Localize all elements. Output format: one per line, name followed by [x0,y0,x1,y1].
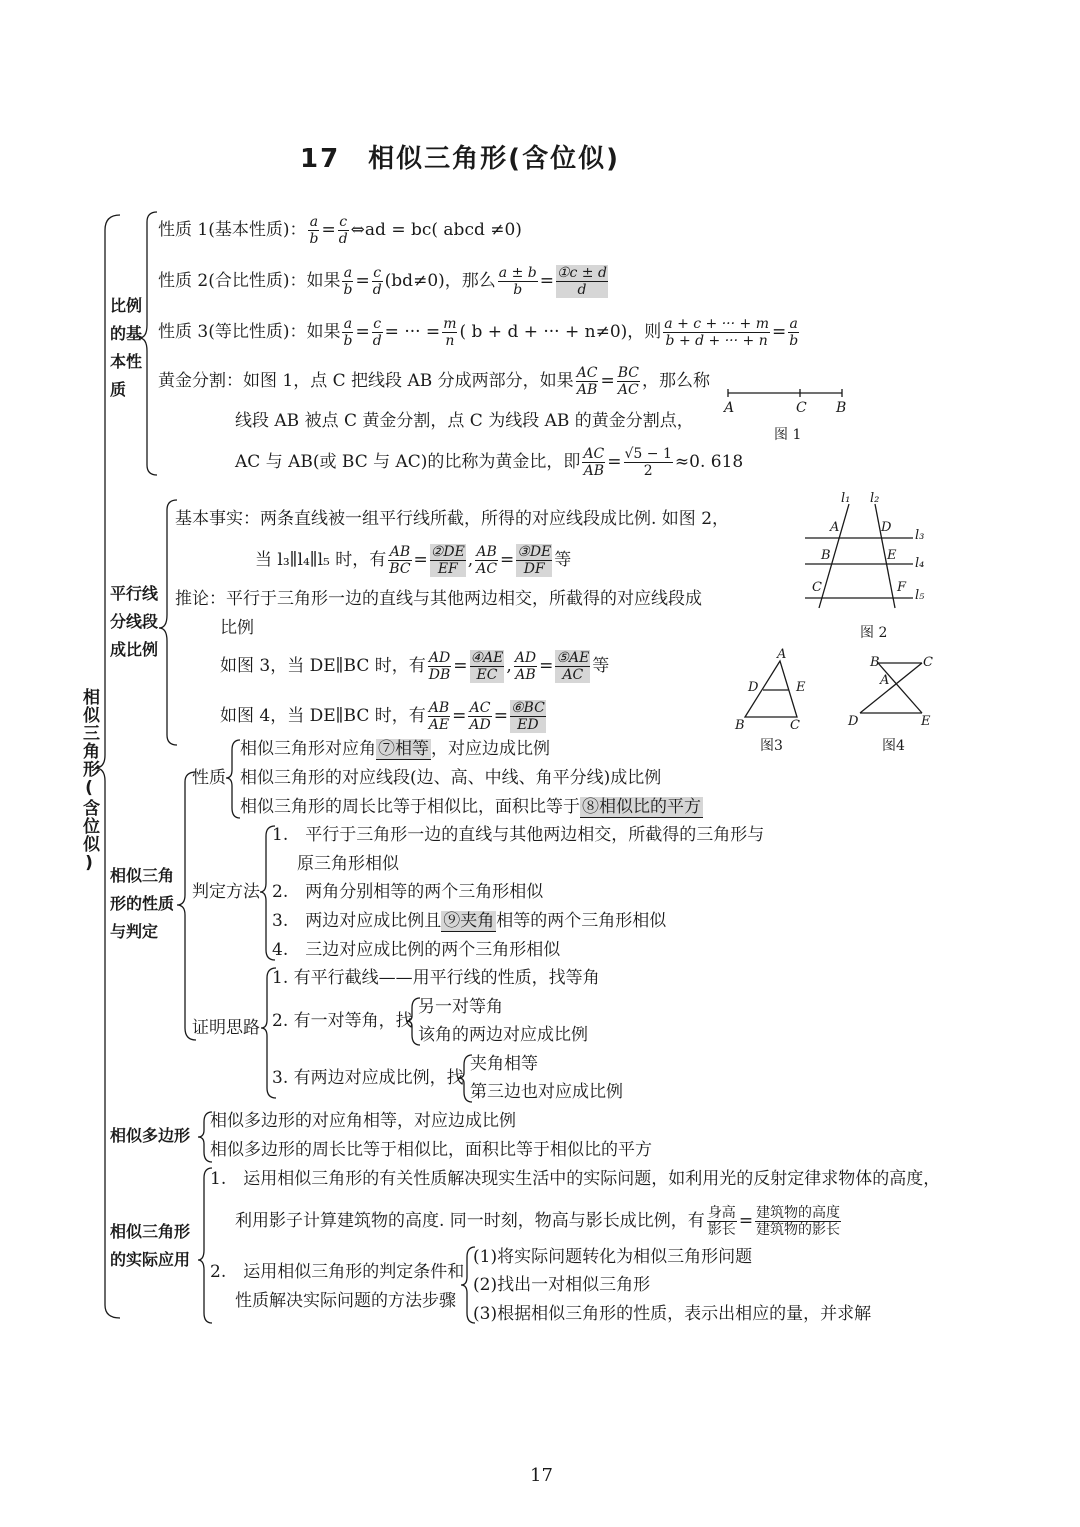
judgement-1b: 原三角形相似 [297,854,399,874]
application-step-3: (3)根据相似三角形的性质，表示出相应的量，并求解 [473,1304,872,1324]
answer-2: $\frac{\text{②DE}}{EF}$ [430,544,465,577]
judgement-label: 判定方法 [192,882,260,902]
fig1-label-A: A [724,400,735,416]
proof-idea-3a: 夹角相等 [470,1054,538,1074]
fig4-C: C [923,655,933,670]
fig2-l4: l₄ [915,556,925,571]
similar-property-1: 相似三角形对应角 ⑦相等 ，对应边成比例 [240,739,550,759]
golden-section-2: 线段 AB 被点 C 黄金分割，点 C 为线段 AB 的黄金分割点， [235,411,694,431]
fig4-B: B [870,655,880,670]
fig2-l3: l₃ [915,528,925,543]
proof-idea-3b: 第三边也对应成比例 [470,1082,623,1102]
fig1-label-C: C [796,400,807,416]
fig3-caption: 图3 [760,738,783,754]
answer-7: ⑦相等 [378,739,429,759]
application-step-1: (1)将实际问题转化为相似三角形问题 [473,1247,753,1267]
section-label-similar-triangles: 相似三角形的性质与判定 [110,866,175,941]
proof-idea-1: 1. 有平行截线——用平行线的性质，找等角 [272,968,600,988]
similar-property-3: 相似三角形的周长比等于相似比，面积比等于 ⑧相似比的平方 [240,797,701,817]
fig2-E: E [887,548,897,563]
answer-6: $\frac{\text{⑥BC}}{ED}$ [511,700,545,733]
fig2-B: B [821,548,831,563]
fig2-l5: l₅ [915,588,925,603]
application-1b: 利用影子计算建筑物的高度. 同一时刻，物高与影长成比例，有 $\frac{\text{身高}}{\text{影长}}$ = $\frac{\text{建筑物的高度}}{\text{建筑物的影长}}$ [235,1205,841,1238]
judgement-2: 2. 两角分别相等的两个三角形相似 [272,882,544,902]
fig4-formula: 如图 4，当 DE∥BC 时，有 $\frac{AB}{AE}$ = $\frac{AC}{AD}$ = $\frac{\text{⑥BC}}{ED}$ [220,700,545,733]
fig3-A: A [777,647,787,662]
answer-8: ⑧相似比的平方 [582,797,701,817]
fig1-caption: 图 1 [774,427,802,443]
fig3-D: D [748,680,759,695]
fig2-l2: l₂ [870,491,880,506]
root-label: 相似三角形(含位似) [79,688,99,874]
section-label-proportion: 比例的基本性质 [110,296,143,399]
application-step-2: (2)找出一对相似三角形 [473,1275,651,1295]
golden-section-3: AC 与 AB(或 BC 与 AC)的比称为黄金比，即 $\frac{AC}{AB}$ = $\frac{√5 - 1}{2}$ ≈0. 618 [235,446,744,479]
polygon-line-1: 相似多边形的对应角相等，对应边成比例 [210,1111,516,1131]
corollary-line-2: 比例 [220,618,254,638]
fig4-caption: 图4 [882,738,905,754]
answer-3: $\frac{\text{③DE}}{DF}$ [517,544,552,577]
fig3-B: B [735,718,745,733]
page-number: 17 [530,1465,553,1486]
golden-section-1: 黄金分割：如图 1，点 C 把线段 AB 分成两部分，如果 $\frac{AC}{AB}$ = $\frac{BC}{AC}$ ，那么称 [158,365,710,398]
property-label: 性质 [192,768,226,788]
polygon-line-2: 相似多边形的周长比等于相似比，面积比等于相似比的平方 [210,1140,652,1160]
application-2a: 2. 运用相似三角形的判定条件和 [210,1262,465,1282]
fig1-label-B: B [836,400,847,416]
fig4-D: D [848,714,859,729]
answer-9: ⑨夹角 [443,911,495,931]
basic-fact: 基本事实：两条直线被一组平行线所截，所得的对应线段成比例. 如图 2， [175,509,730,529]
fig3-C: C [790,718,800,733]
proof-idea-3: 3. 有两边对应成比例，找 [272,1068,464,1088]
fig2-l1: l₁ [841,491,851,506]
figure-2-parallel-lines [795,490,935,620]
fig2-A: A [830,520,840,535]
basic-fact-formula: 当 l₃∥l₄∥l₅ 时，有 $\frac{AB}{BC}$ = $\frac{\text{②DE}}{EF}$ , $\frac{AB}{AC}$ = $\frac{\text{③DE}}{DF}$ 等 [255,544,572,577]
answer-4: $\frac{\text{④AE}}{EC}$ [470,650,504,683]
section-label-parallel: 平行线分线段成比例 [110,584,159,659]
proof-idea-2b: 该角的两边对应成比例 [418,1025,588,1045]
fig2-C: C [812,580,822,595]
application-1a: 1. 运用相似三角形的有关性质解决现实生活中的实际问题，如利用光的反射定律求物体的高度， [210,1169,941,1189]
judgement-3: 3. 两边对应成比例且 ⑨夹角 相等的两个三角形相似 [272,911,667,931]
proof-idea-2a: 另一对等角 [418,997,503,1017]
proof-idea-2: 2. 有一对等角，找 [272,1011,413,1031]
property-2: 性质 2(合比性质)：如果 $\frac{a}{b}$ = $\frac{c}{d}$ (bd≠0)，那么 $\frac{a \pm b}{b}$ = $\frac{\text{①c ± d}}{d}$ [158,265,607,298]
fig3-formula: 如图 3，当 DE∥BC 时，有 $\frac{AD}{DB}$ = $\frac{\text{④AE}}{EC}$ , $\frac{AD}{AB}$ = $\frac{\text{⑤AE}}{AC}$ 等 [220,650,610,683]
fig4-A: A [880,673,890,688]
answer-5: $\frac{\text{⑤AE}}{AC}$ [556,650,590,683]
fig3-E: E [796,680,806,695]
fig2-caption: 图 2 [860,625,888,641]
judgement-1a: 1. 平行于三角形一边的直线与其他两边相交，所截得的三角形与 [272,825,765,845]
fig4-E: E [921,714,931,729]
property-3: 性质 3(等比性质)：如果 $\frac{a}{b}$ = $\frac{c}{d}$ = ··· = $\frac{m}{n}$ ( b + d + ··· + n≠0)，则 $\frac{a + c + \cdot\cdot\cdot + m}{b + d + \cdot\cdot\cdot + n}$ = $\frac{a}{b}$ [158,316,799,349]
application-2b: 性质解决实际问题的方法步骤 [235,1291,456,1311]
section-label-application: 相似三角形的实际应用 [110,1222,191,1269]
judgement-4: 4. 三边对应成比例的两个三角形相似 [272,940,561,960]
figure-4-hourglass [850,655,930,725]
fig2-D: D [881,520,892,535]
section-label-polygons: 相似多边形 [110,1126,191,1145]
proof-idea-label: 证明思路 [192,1018,260,1038]
fig2-F: F [897,580,907,595]
corollary-line-1: 推论：平行于三角形一边的直线与其他两边相交，所截得的对应线段成 [175,589,702,609]
answer-1: $\frac{\text{①c ± d}}{d}$ [556,265,607,298]
similar-property-2: 相似三角形的对应线段(边、高、中线、角平分线)成比例 [240,768,662,788]
property-1: 性质 1(基本性质)： $\frac{a}{b}$ = $\frac{c}{d}$ ⇔ad = bc( abcd ≠0) [158,214,522,247]
page-title: 17 相似三角形(含位似) [300,144,620,174]
